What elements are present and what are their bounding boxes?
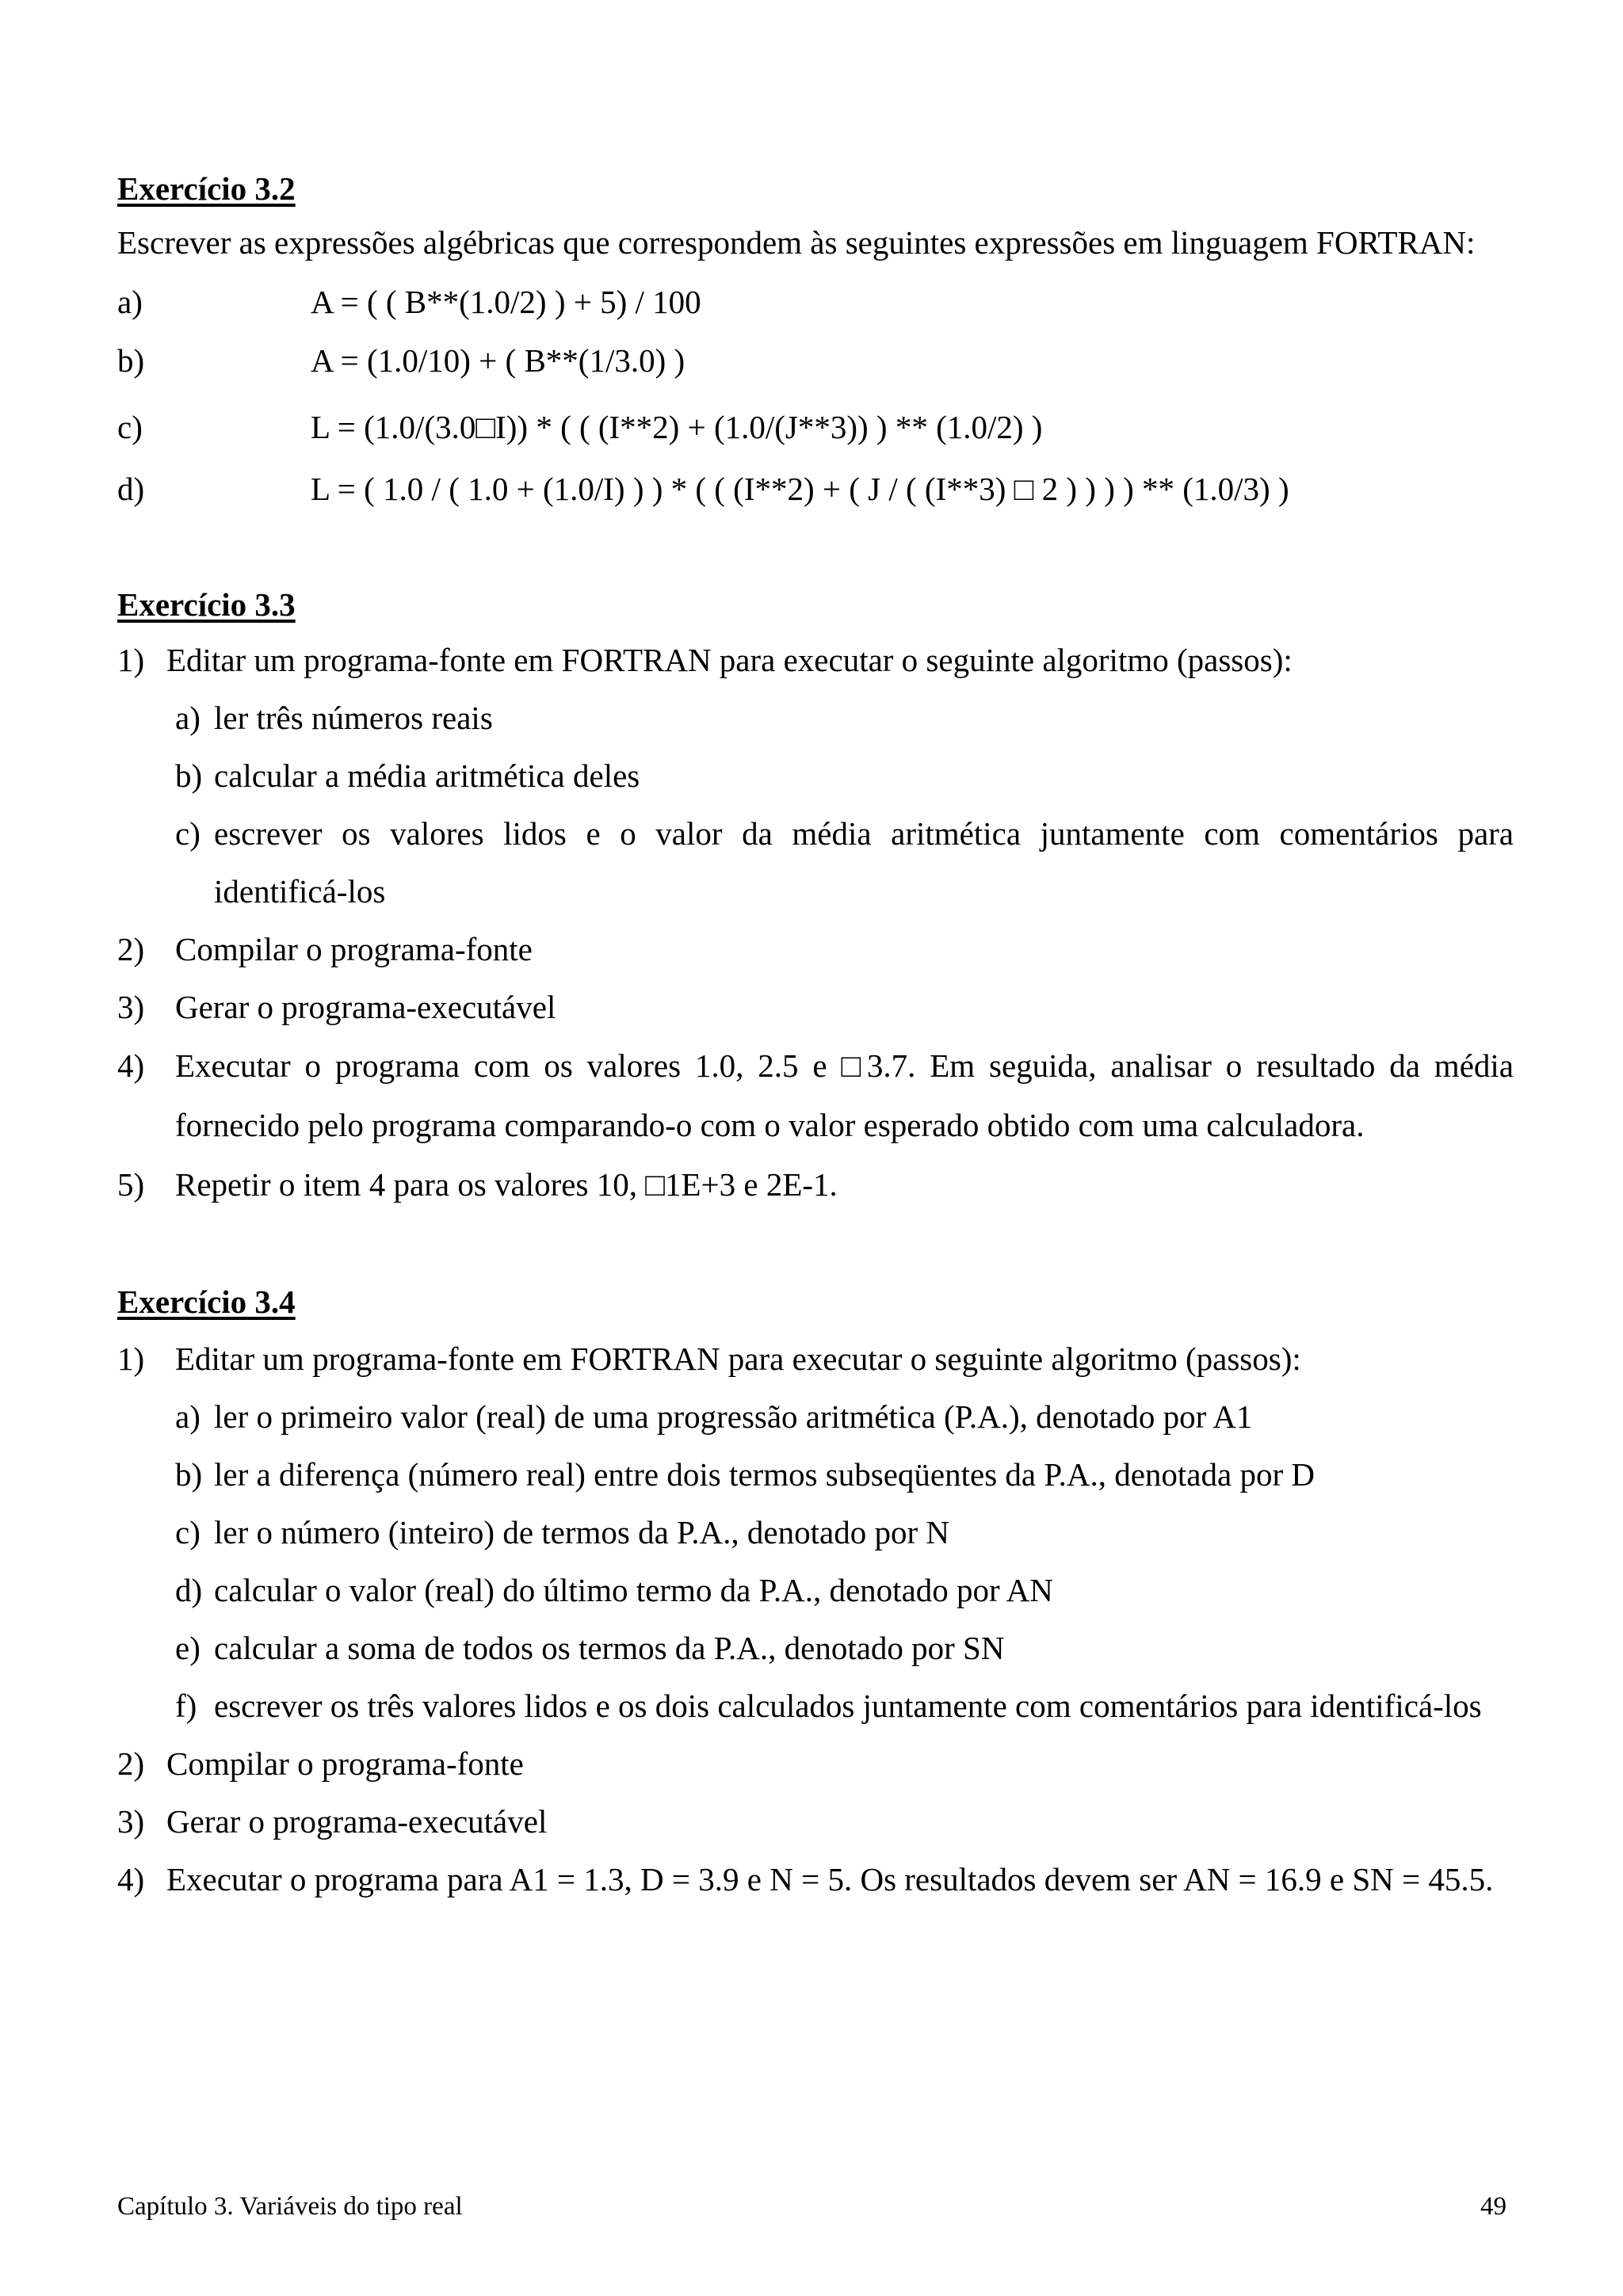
sub-item-label: c) <box>175 1514 200 1550</box>
step-number: 5) <box>117 1166 145 1203</box>
sub-item-text: ler o primeiro valor (real) de uma progressão aritmética (P.A.), denotado por A1 <box>214 1398 1253 1435</box>
fortran-expression: L = ( 1.0 / ( 1.0 + (1.0/I) ) ) * ( ( (I**2) + ( J / ( (I**3) □ 2 ) ) ) ) ** (1.0/3) ) <box>311 471 1289 507</box>
sub-item-label: b) <box>175 757 203 794</box>
step-text: Gerar o programa-executável <box>175 989 556 1025</box>
sub-item-text: ler a diferença (número real) entre dois termos subseqüentes da P.A., denotada por D <box>214 1456 1315 1493</box>
step-text: Repetir o item 4 para os valores 10, □1E+3 e 2E-1. <box>175 1166 838 1203</box>
step-text: Gerar o programa-executável <box>166 1803 548 1840</box>
step-number: 3) <box>117 1803 145 1840</box>
sub-item-label: b) <box>175 1456 203 1493</box>
step-number: 1) <box>117 642 145 678</box>
step-text: Compilar o programa-fonte <box>166 1745 524 1782</box>
step-text: Executar o programa com os valores 1.0, 2.5 e □3.7. Em seguida, analisar o resultado da média <box>175 1047 1514 1084</box>
item-label: b) <box>117 342 145 379</box>
sub-item-label: a) <box>175 1398 200 1435</box>
exercise-3-4-title: Exercício 3.4 <box>117 1283 296 1320</box>
step-number: 2) <box>117 1745 145 1782</box>
step-number: 1) <box>117 1341 145 1377</box>
step-number: 3) <box>117 989 145 1025</box>
step-text: Executar o programa para A1 = 1.3, D = 3.9 e N = 5. Os resultados devem ser AN = 16.9 e SN = 45.5. <box>166 1861 1494 1897</box>
sub-item-label: e) <box>175 1630 200 1666</box>
item-label: c) <box>117 409 143 445</box>
exercise-3-3-title: Exercício 3.3 <box>117 586 296 623</box>
sub-item-text: escrever os três valores lidos e os dois calculados juntamente com comentários para identificá-los <box>214 1688 1482 1724</box>
exercise-3-2-title: Exercício 3.2 <box>117 170 296 207</box>
sub-item-label: c) <box>175 815 200 852</box>
sub-item-text: calcular a soma de todos os termos da P.A., denotado por SN <box>214 1630 1005 1666</box>
step-number: 4) <box>117 1861 145 1897</box>
step-text: Editar um programa-fonte em FORTRAN para executar o seguinte algoritmo (passos): <box>175 1341 1301 1377</box>
sub-item-text-continuation: identificá-los <box>214 873 386 910</box>
step-text-continuation: fornecido pelo programa comparando-o com o valor esperado obtido com uma calculadora. <box>175 1107 1365 1143</box>
footer-chapter: Capítulo 3. Variáveis do tipo real <box>117 2192 463 2221</box>
sub-item-label: d) <box>175 1572 203 1608</box>
step-number: 4) <box>117 1047 145 1084</box>
exercise-3-2-intro: Escrever as expressões algébricas que correspondem às seguintes expressões em linguagem FORTRAN: <box>117 224 1476 261</box>
item-label: d) <box>117 471 145 507</box>
sub-item-text: ler o número (inteiro) de termos da P.A., denotado por N <box>214 1514 949 1550</box>
sub-item-text: ler três números reais <box>214 700 493 736</box>
page-number: 49 <box>1480 2192 1507 2221</box>
item-label: a) <box>117 284 143 320</box>
sub-item-text: escrever os valores lidos e o valor da média aritmética juntamente com comentários para <box>214 815 1514 852</box>
step-number: 2) <box>117 931 145 967</box>
step-text: Editar um programa-fonte em FORTRAN para executar o seguinte algoritmo (passos): <box>166 642 1293 678</box>
fortran-expression: L = (1.0/(3.0□I)) * ( ( (I**2) + (1.0/(J**3)) ) ** (1.0/2) ) <box>311 409 1043 445</box>
fortran-expression: A = (1.0/10) + ( B**(1/3.0) ) <box>311 342 685 379</box>
sub-item-text: calcular o valor (real) do último termo da P.A., denotado por AN <box>214 1572 1053 1608</box>
step-text: Compilar o programa-fonte <box>175 931 533 967</box>
sub-item-label: f) <box>175 1688 197 1724</box>
sub-item-label: a) <box>175 700 200 736</box>
fortran-expression: A = ( ( B**(1.0/2) ) + 5) / 100 <box>311 284 701 320</box>
sub-item-text: calcular a média aritmética deles <box>214 757 640 794</box>
